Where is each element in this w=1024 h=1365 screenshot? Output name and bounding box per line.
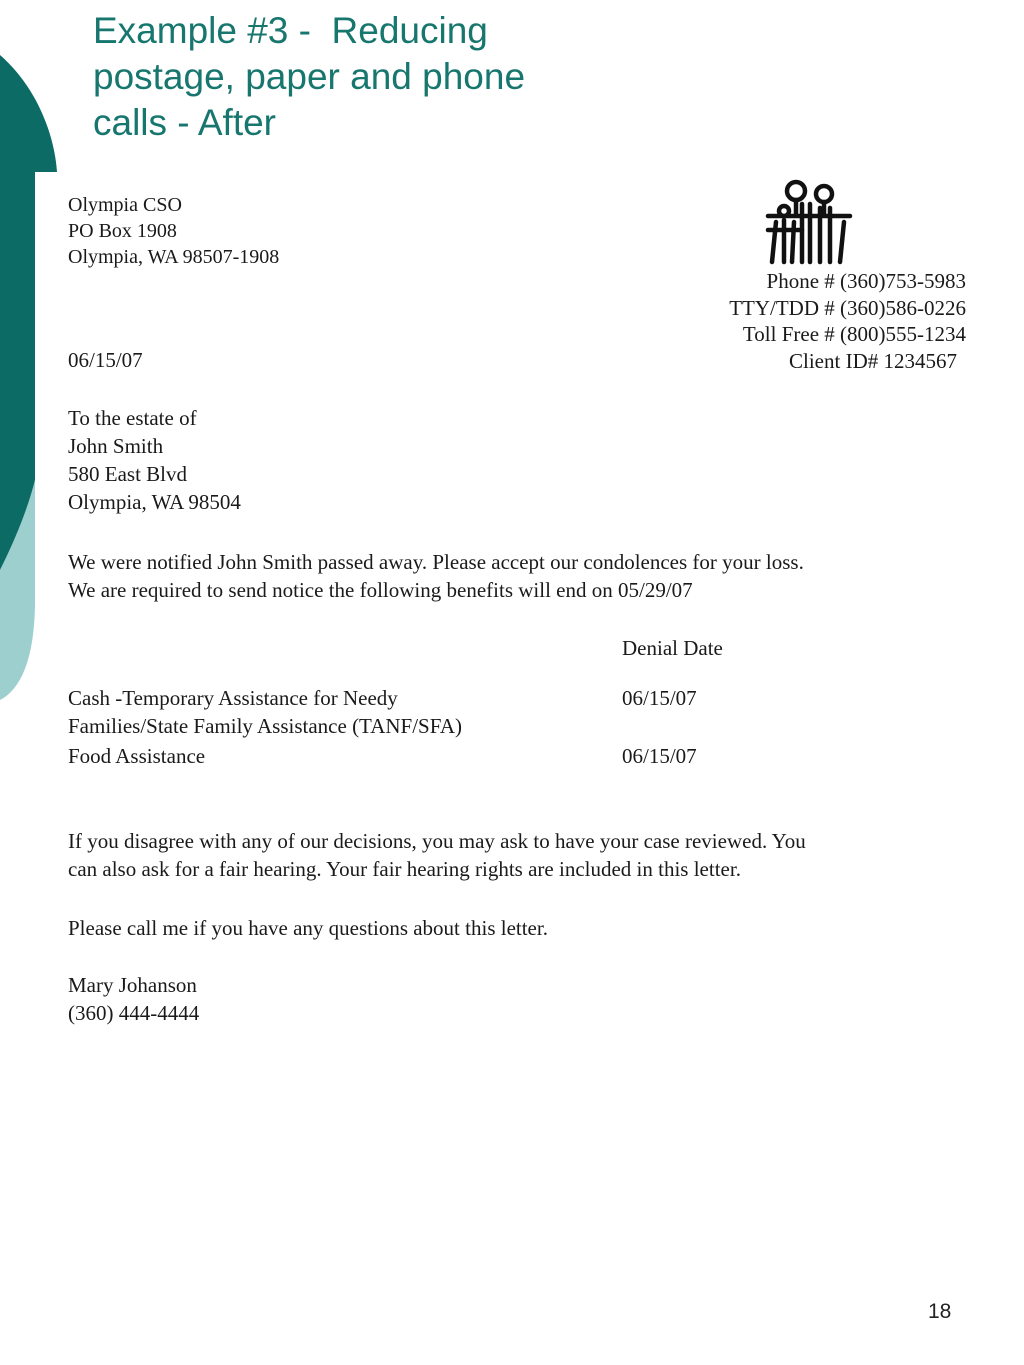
sender-line: Olympia CSO xyxy=(68,194,182,216)
agency-logo-icon xyxy=(762,178,856,268)
tty-number: TTY/TDD # (360)586-0226 xyxy=(729,295,966,320)
recipient-line: 580 East Blvd xyxy=(68,462,187,486)
signature-name: Mary Johanson xyxy=(68,973,197,997)
letter-date: 06/15/07 xyxy=(68,348,143,372)
toll-free-number: Toll Free # (800)555-1234 xyxy=(742,322,966,346)
benefit-date-cash: 06/15/07 xyxy=(622,686,697,710)
slide-decoration xyxy=(0,0,60,720)
sender-line: Olympia, WA 98507-1908 xyxy=(68,246,280,268)
notice-paragraph xyxy=(68,548,804,604)
review-paragraph xyxy=(68,827,806,883)
slide-title-line: Example #3 - Reducing xyxy=(93,10,488,51)
sender-line: PO Box 1908 xyxy=(68,220,177,242)
slide-page-number: 18 xyxy=(928,1300,952,1323)
review-line: If you disagree with any of our decisions, you may ask to have your case reviewed. You xyxy=(68,829,806,853)
notice-line: We are required to send notice the following benefits will end on 05/29/07 xyxy=(68,578,693,602)
recipient-address xyxy=(68,404,241,516)
review-line: can also ask for a fair hearing. Your fair hearing rights are included in this letter. xyxy=(68,857,741,881)
notice-line: We were notified John Smith passed away. Please accept our condolences for your loss. xyxy=(68,550,804,574)
signature-phone: (360) 444-4444 xyxy=(68,1001,200,1025)
benefit-name-line: Families/State Family Assistance (TANF/SFA) xyxy=(68,714,463,738)
benefit-name-line: Food Assistance xyxy=(68,744,206,768)
recipient-line: Olympia, WA 98504 xyxy=(68,490,241,514)
slide-title-line: postage, paper and phone xyxy=(93,56,526,97)
slide-title-line: calls - After xyxy=(93,102,276,143)
benefit-name-cash xyxy=(68,684,462,740)
questions-line: Please call me if you have any questions about this letter. xyxy=(68,916,548,940)
signature-block xyxy=(68,971,199,1027)
contact-info xyxy=(729,268,966,374)
phone-number: Phone # (360)753-5983 xyxy=(766,269,966,293)
sender-address xyxy=(68,192,279,270)
recipient-line: To the estate of xyxy=(68,406,197,430)
client-id: Client ID# 1234567 xyxy=(789,348,957,373)
benefit-name-food xyxy=(68,742,205,770)
benefit-name-line: Cash -Temporary Assistance for Needy xyxy=(68,686,398,710)
denial-date-header: Denial Date xyxy=(622,636,723,660)
slide-title xyxy=(93,8,613,146)
recipient-line: John Smith xyxy=(68,434,164,458)
benefit-date-food: 06/15/07 xyxy=(622,744,697,768)
